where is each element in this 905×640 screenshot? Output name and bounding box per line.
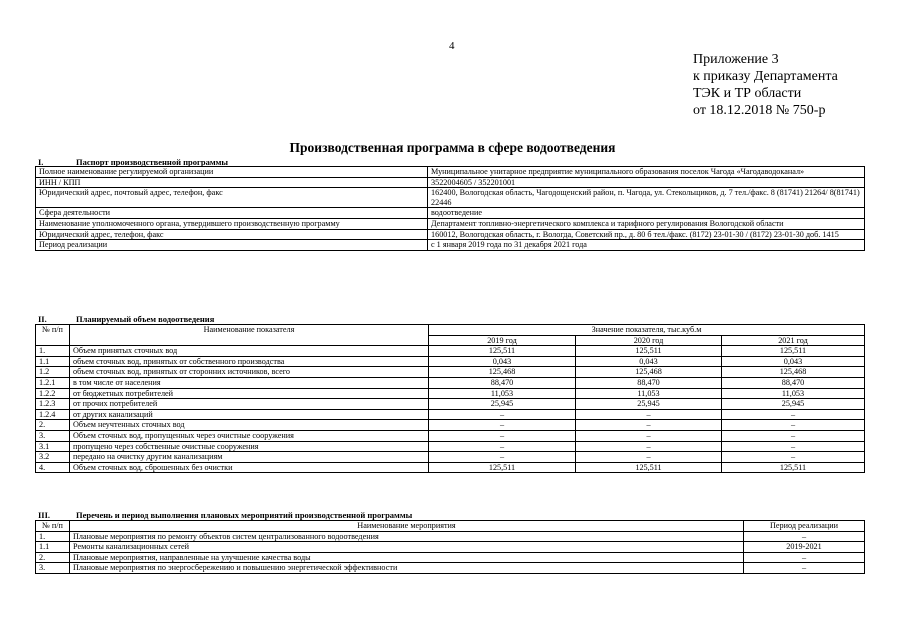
indicator-name: в том числе от населения <box>70 377 429 388</box>
measures-col-period: Период реализации <box>744 521 865 532</box>
row-number: 1.1 <box>36 356 70 367</box>
table-row <box>36 409 865 420</box>
passport-label: Период реализации <box>36 240 428 251</box>
indicator-value: – <box>722 420 865 431</box>
passport-value: Муниципальное унитарное предприятие муниципального образования поселок Чагода «Чагодаводоканал» <box>428 167 865 178</box>
measures-col-name: Наименование мероприятия <box>70 521 744 532</box>
passport-value: 3522004605 / 352201001 <box>428 177 865 188</box>
appendix-line-3: ТЭК и ТР области <box>693 86 802 101</box>
indicator-name: Объем сточных вод, пропущенных через очистные сооружения <box>70 430 429 441</box>
indicator-value: 125,511 <box>576 346 722 357</box>
volume-year-2019: 2019 год <box>429 335 576 346</box>
indicator-value: – <box>429 430 576 441</box>
measure-period: – <box>744 531 865 542</box>
table-row <box>36 430 865 441</box>
indicator-name: Объем неучтенных сточных вод <box>70 420 429 431</box>
indicator-value: – <box>429 441 576 452</box>
row-number: 2. <box>36 552 70 563</box>
table-row <box>36 367 865 378</box>
passport-label: Наименование уполномоченного органа, утвердившего производственную программу <box>36 218 428 229</box>
indicator-value: – <box>576 420 722 431</box>
indicator-value: 125,511 <box>429 346 576 357</box>
indicator-value: – <box>429 452 576 463</box>
indicator-value: – <box>429 409 576 420</box>
volume-col-value: Значение показателя, тыс.куб.м <box>429 325 865 336</box>
table-row <box>36 462 865 473</box>
indicator-value: 125,511 <box>429 462 576 473</box>
indicator-value: – <box>576 409 722 420</box>
table-row <box>36 563 865 574</box>
volume-year-2021: 2021 год <box>722 335 865 346</box>
indicator-value: 11,053 <box>722 388 865 399</box>
measure-period: – <box>744 563 865 574</box>
indicator-value: 125,511 <box>576 462 722 473</box>
row-number: 3. <box>36 430 70 441</box>
passport-table <box>35 166 865 251</box>
indicator-value: – <box>722 409 865 420</box>
row-number: 3. <box>36 563 70 574</box>
row-number: 1. <box>36 531 70 542</box>
indicator-value: – <box>722 430 865 441</box>
indicator-value: – <box>722 452 865 463</box>
indicator-value: 125,511 <box>722 462 865 473</box>
document-title: Производственная программа в сфере водоотведения <box>289 140 616 155</box>
table-row <box>36 188 865 208</box>
measure-name: Плановые мероприятия, направленные на улучшение качества воды <box>70 552 744 563</box>
indicator-value: – <box>576 441 722 452</box>
row-number: 1.2.4 <box>36 409 70 420</box>
passport-value: 160012, Вологодская область, г. Вологда, Советский пр., д. 80 б тел./факс. (8172) 23-01-30 / (8172) 23-01-30 доб. 1415 <box>428 229 865 240</box>
volume-col-num: № п/п <box>36 325 70 346</box>
passport-value: 162400, Вологодская область, Чагодощенский район, п. Чагода, ул. Стекольщиков, д. 7 тел./факс. 8 (81741) 21264/ 8(81741) 22446 <box>428 188 865 208</box>
row-number: 1.2.1 <box>36 377 70 388</box>
volume-year-2020: 2020 год <box>576 335 722 346</box>
indicator-value: 25,945 <box>722 399 865 410</box>
indicator-name: пропущено через собственные очистные сооружения <box>70 441 429 452</box>
passport-label: ИНН / КПП <box>36 177 428 188</box>
table-row <box>36 208 865 219</box>
measure-name: Плановые мероприятия по энергосбережению и повышению энергетической эффективности <box>70 563 744 574</box>
row-number: 1.2.3 <box>36 399 70 410</box>
volume-col-name: Наименование показателя <box>70 325 429 346</box>
table-row <box>36 377 865 388</box>
measures-table <box>35 520 865 574</box>
indicator-name: Объем сточных вод, сброшенных без очистки <box>70 462 429 473</box>
table-row <box>36 356 865 367</box>
row-number: 1. <box>36 346 70 357</box>
table-row <box>36 240 865 251</box>
indicator-value: 0,043 <box>576 356 722 367</box>
indicator-value: 88,470 <box>576 377 722 388</box>
row-number: 3.1 <box>36 441 70 452</box>
indicator-value: 11,053 <box>576 388 722 399</box>
passport-label: Сфера деятельности <box>36 208 428 219</box>
indicator-value: 125,468 <box>722 367 865 378</box>
measures-col-num: № п/п <box>36 521 70 532</box>
indicator-name: передано на очистку другим канализациям <box>70 452 429 463</box>
table-row <box>36 167 865 178</box>
measure-period: – <box>744 552 865 563</box>
appendix-line-4: от 18.12.2018 № 750-р <box>693 103 826 118</box>
indicator-name: объем сточных вод, принятых от сторонних источников, всего <box>70 367 429 378</box>
passport-label: Юридический адрес, почтовый адрес, телефон, факс <box>36 188 428 208</box>
indicator-value: – <box>429 420 576 431</box>
table-row <box>36 388 865 399</box>
indicator-value: 25,945 <box>576 399 722 410</box>
indicator-value: 125,468 <box>429 367 576 378</box>
table-row <box>36 531 865 542</box>
table-row <box>36 229 865 240</box>
measure-period: 2019-2021 <box>744 542 865 553</box>
table-row <box>36 218 865 229</box>
table-row <box>36 441 865 452</box>
table-row <box>36 346 865 357</box>
appendix-block <box>693 51 838 119</box>
passport-value: водоотведение <box>428 208 865 219</box>
passport-value: Департамент топливно-энергетического комплекса и тарифного регулирования Вологодской области <box>428 218 865 229</box>
passport-label: Юридический адрес, телефон, факс <box>36 229 428 240</box>
table-row <box>36 399 865 410</box>
indicator-name: Объем принятых сточных вод <box>70 346 429 357</box>
row-number: 4. <box>36 462 70 473</box>
indicator-name: от других канализаций <box>70 409 429 420</box>
row-number: 1.2 <box>36 367 70 378</box>
table-row <box>36 420 865 431</box>
table-row <box>36 177 865 188</box>
indicator-value: 0,043 <box>429 356 576 367</box>
indicator-name: от прочих потребителей <box>70 399 429 410</box>
indicator-value: – <box>576 452 722 463</box>
appendix-line-1: Приложение 3 <box>693 52 779 67</box>
indicator-value: 25,945 <box>429 399 576 410</box>
indicator-value: 88,470 <box>722 377 865 388</box>
indicator-name: от бюджетных потребителей <box>70 388 429 399</box>
indicator-value: 11,053 <box>429 388 576 399</box>
measure-name: Плановые мероприятия по ремонту объектов систем централизованного водоотведения <box>70 531 744 542</box>
row-number: 1.2.2 <box>36 388 70 399</box>
indicator-value: – <box>576 430 722 441</box>
measure-name: Ремонты канализационных сетей <box>70 542 744 553</box>
table-row <box>36 452 865 463</box>
page-number: 4 <box>449 40 455 52</box>
row-number: 3.2 <box>36 452 70 463</box>
table-row <box>36 542 865 553</box>
row-number: 1.1 <box>36 542 70 553</box>
volume-table <box>35 324 865 473</box>
appendix-line-2: к приказу Департамента <box>693 69 838 84</box>
indicator-value: 125,511 <box>722 346 865 357</box>
indicator-value: 125,468 <box>576 367 722 378</box>
indicator-value: – <box>722 441 865 452</box>
indicator-name: объем сточных вод, принятых от собственного производства <box>70 356 429 367</box>
passport-label: Полное наименование регулируемой организации <box>36 167 428 178</box>
indicator-value: 0,043 <box>722 356 865 367</box>
row-number: 2. <box>36 420 70 431</box>
indicator-value: 88,470 <box>429 377 576 388</box>
table-row <box>36 552 865 563</box>
passport-value: с 1 января 2019 года по 31 декабря 2021 года <box>428 240 865 251</box>
